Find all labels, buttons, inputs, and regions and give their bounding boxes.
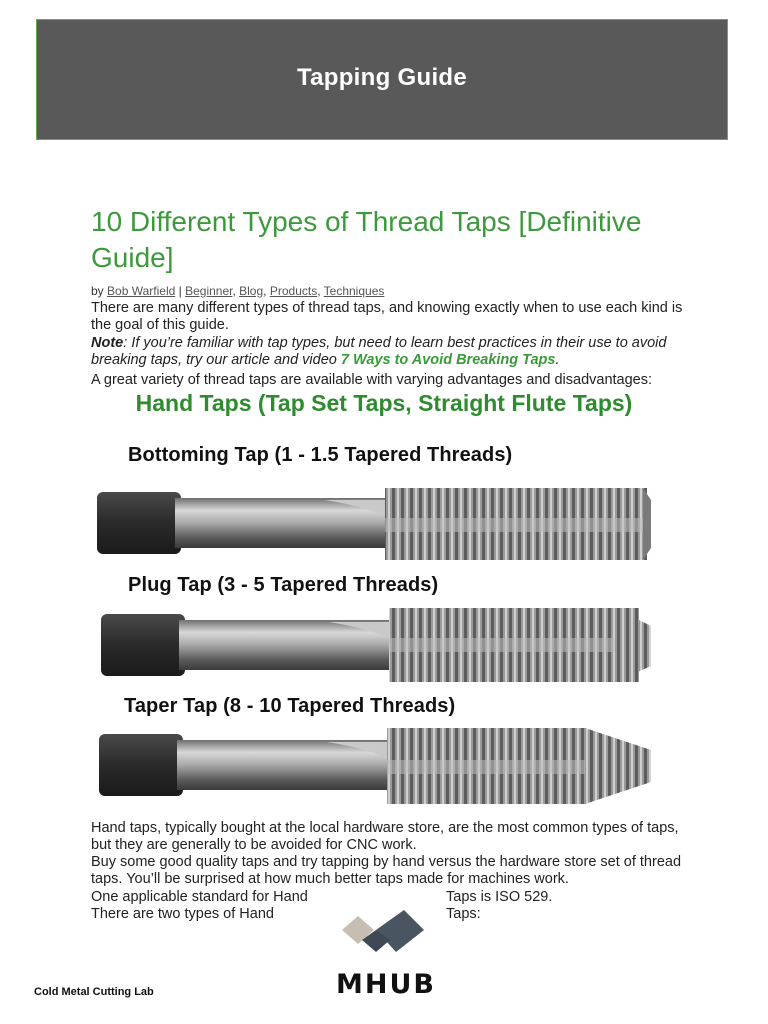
note-text: : If you’re familiar with tap types, but need to learn best practices in their use to avoid breaking taps, try our article and video: [91, 335, 667, 368]
tag-link-products[interactable]: Products: [269, 284, 318, 298]
taper-tap-image: [95, 720, 655, 812]
tag-link-blog[interactable]: Blog: [239, 284, 264, 298]
bottoming-tap-image: [95, 478, 655, 570]
variety-paragraph: A great variety of thread taps are available with varying advantages and disadvantages:: [91, 372, 653, 388]
taper-tap-label: Taper Tap (8 - 10 Tapered Threads): [124, 695, 456, 717]
article-title: 10 Different Types of Thread Taps [Definitive Guide]: [91, 206, 642, 273]
two-types-text-left: There are two types of Hand: [91, 906, 274, 922]
note-label: Note: [91, 335, 124, 351]
hand-taps-heading: Hand Taps (Tap Set Taps, Straight Flute Taps): [135, 390, 633, 416]
mhub-logo-mark: [336, 908, 436, 958]
author-link[interactable]: Bob Warfield: [107, 284, 176, 298]
standard-text-left: One applicable standard for Hand: [91, 889, 308, 905]
article-meta: by Bob Warfield | Beginner, Blog, Products, Techniques: [91, 284, 385, 298]
plug-tap-label: Plug Tap (3 - 5 Tapered Threads): [128, 574, 439, 596]
mhub-logo-text: MHUB: [336, 969, 436, 1000]
avoid-breaking-taps-link[interactable]: 7 Ways to Avoid Breaking Taps: [340, 352, 556, 368]
tag-link-beginner[interactable]: Beginner: [185, 284, 233, 298]
by-label: by: [91, 284, 104, 298]
two-types-text-right: Taps:: [446, 906, 481, 922]
quality-taps-paragraph: Buy some good quality taps and try tapping by hand versus the hardware store set of thread taps. You’ll be surprised at how much better taps made for machines work.: [91, 854, 682, 887]
bottoming-tap-label: Bottoming Tap (1 - 1.5 Tapered Threads): [128, 444, 513, 466]
note-end: .: [555, 352, 560, 368]
note-paragraph: [91, 335, 691, 369]
tag-link-techniques[interactable]: Techniques: [323, 284, 385, 298]
page-title: Tapping Guide: [296, 64, 468, 91]
mhub-logo: [336, 908, 436, 1000]
standard-text-right: Taps is ISO 529.: [446, 889, 553, 905]
plug-tap-image: [95, 600, 655, 690]
meta-separator: |: [178, 284, 182, 298]
footer-text: Cold Metal Cutting Lab: [34, 986, 154, 998]
header-banner: [36, 19, 728, 140]
hand-taps-paragraph: Hand taps, typically bought at the local hardware store, are the most common types of taps, but they are generally to be avoided for CNC work.: [91, 820, 679, 853]
intro-paragraph: There are many different types of thread taps, and knowing exactly when to use each kind is the goal of this guide.: [91, 300, 683, 333]
